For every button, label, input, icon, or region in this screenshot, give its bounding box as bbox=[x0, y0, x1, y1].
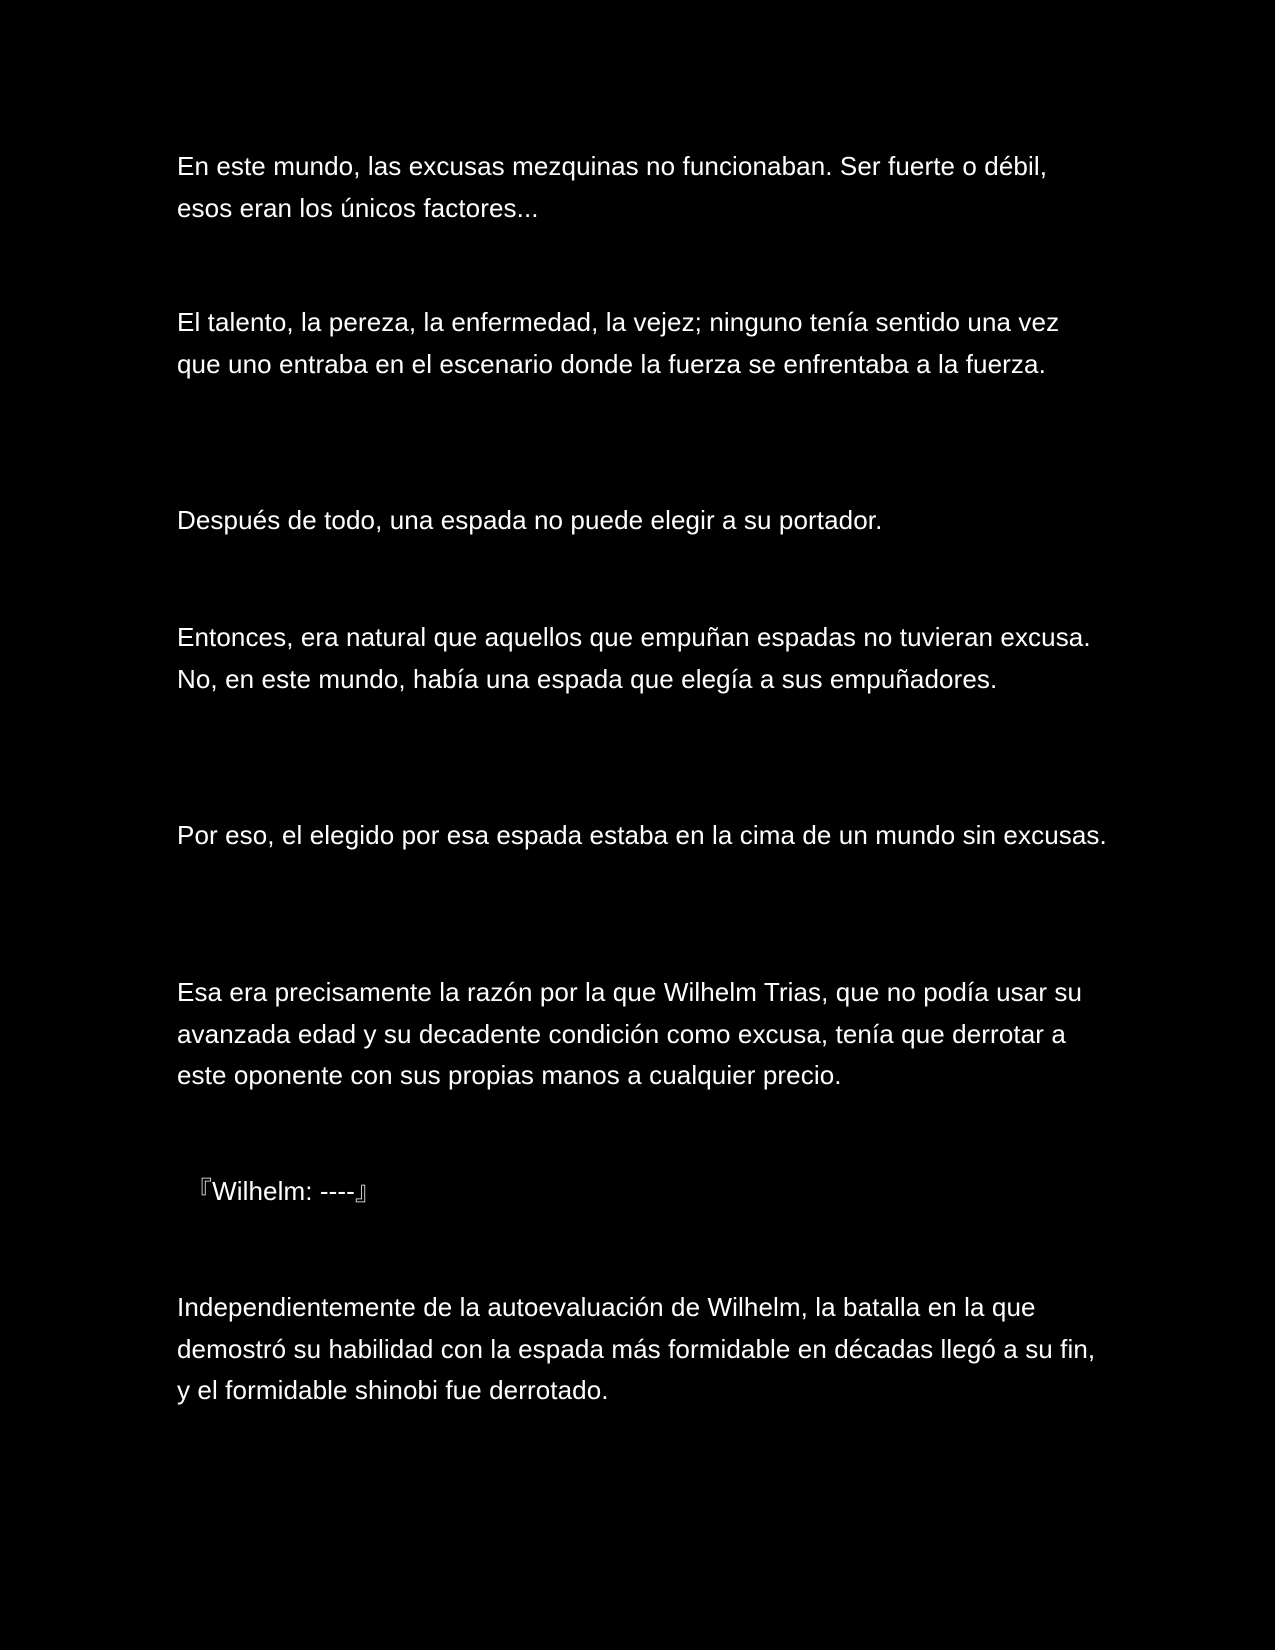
paragraph-8: Independientemente de la autoevaluación de Wilhelm, la batalla en la que demostró su habilidad con la espada más formidable en décadas llegó a su fin, y el formidable shinobi fue derrotado. bbox=[177, 1292, 1096, 1405]
paragraph-3: Después de todo, una espada no puede elegir a su portador. bbox=[177, 505, 883, 535]
paragraph-1: En este mundo, las excusas mezquinas no funcionaban. Ser fuerte o débil, esos eran los únicos factores... bbox=[177, 151, 1048, 223]
paragraph-4: Entonces, era natural que aquellos que empuñan espadas no tuvieran excusa. No, en este mundo, había una espada que elegía a sus empuñadores. bbox=[177, 622, 1091, 694]
paragraph-5: Por eso, el elegido por esa espada estaba en la cima de un mundo sin excusas. bbox=[177, 820, 1107, 850]
dialogue-line: 『Wilhelm: ----』 bbox=[186, 1176, 382, 1206]
paragraph-2: El talento, la pereza, la enfermedad, la vejez; ninguno tenía sentido una vez que uno entraba en el escenario donde la fuerza se enfrentaba a la fuerza. bbox=[177, 307, 1060, 379]
paragraph-6: Esa era precisamente la razón por la que Wilhelm Trias, que no podía usar su avanzada edad y su decadente condición como excusa, tenía que derrotar a este oponente con sus propias manos a cualquier precio. bbox=[177, 977, 1083, 1090]
